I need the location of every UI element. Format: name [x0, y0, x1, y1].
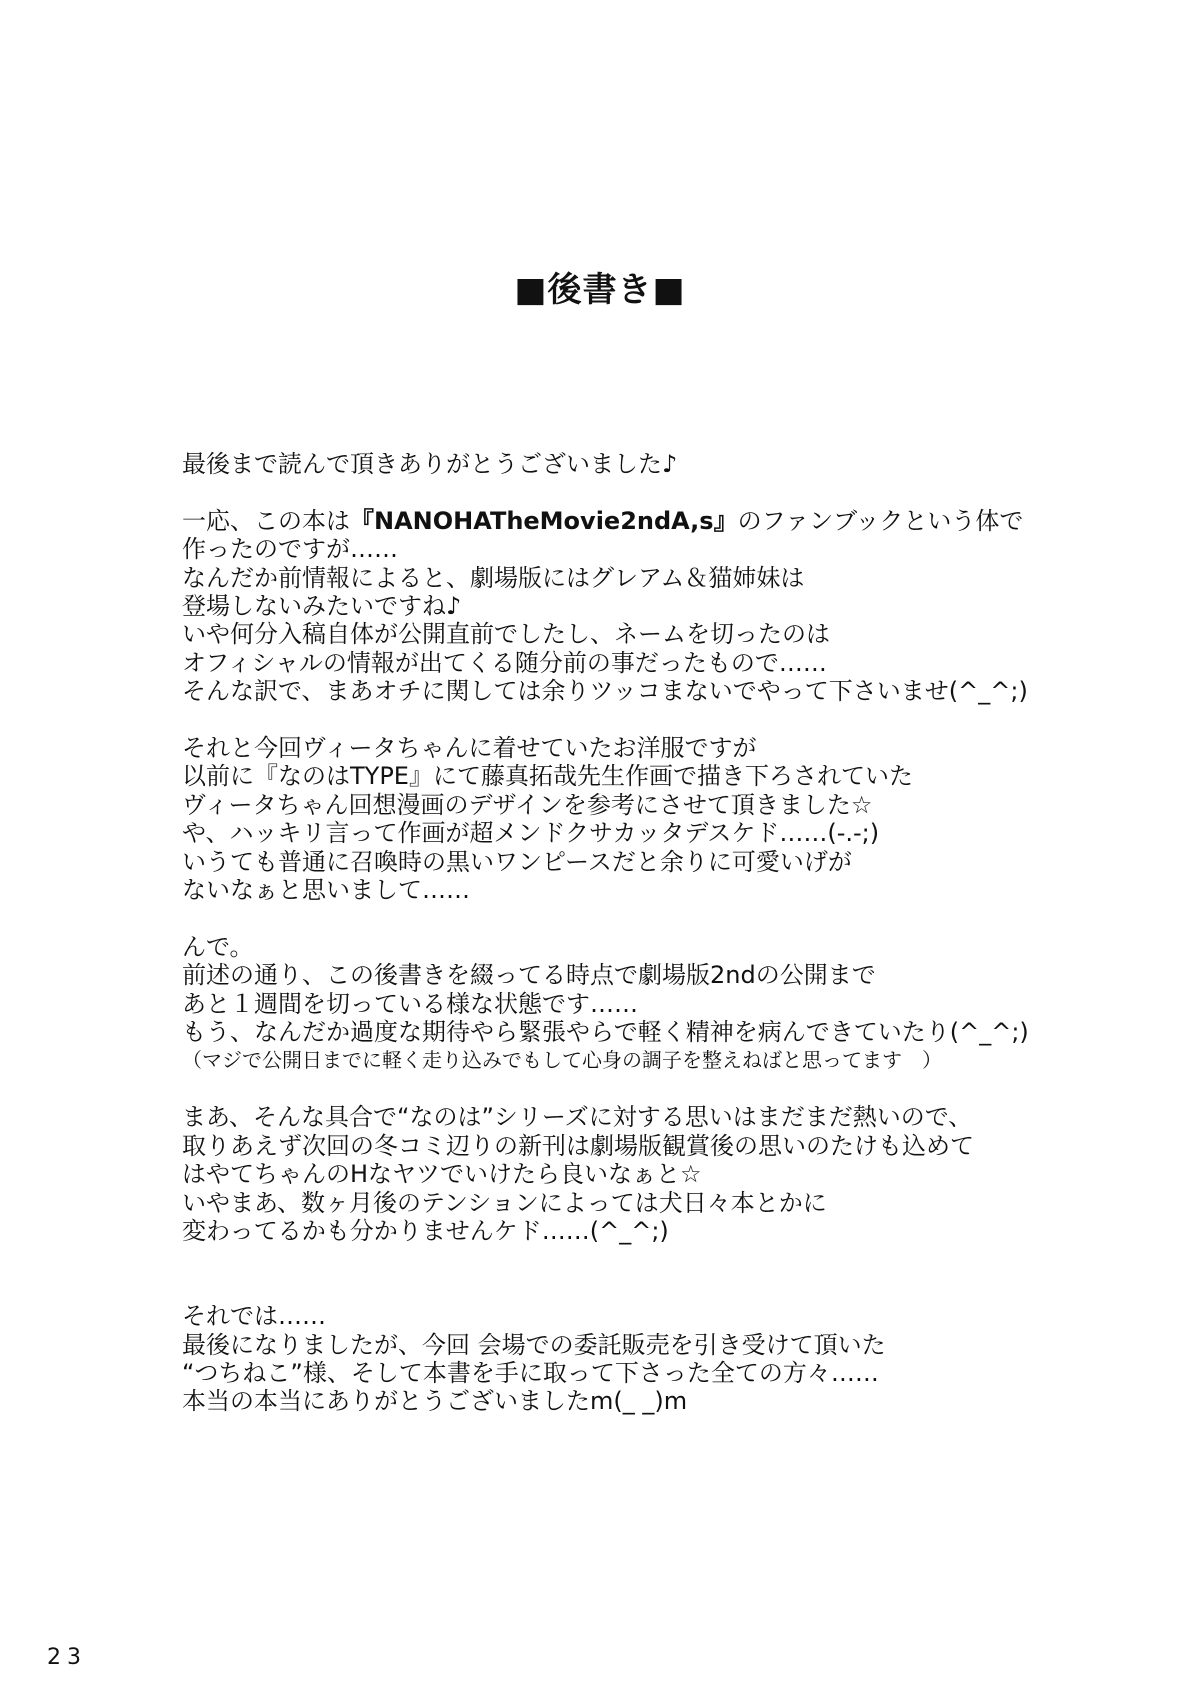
paragraph-5 [182, 1103, 1082, 1245]
text-line: オフィシャルの情報が出てくる随分前の事だったもので…… [182, 648, 827, 677]
text-line: や、ハッキリ言って作画が超メンドクサカッタデスケド……(-.-;) [182, 819, 880, 848]
paragraph-1 [182, 450, 1082, 478]
text-line: 登場しないみたいですね♪ [182, 592, 462, 621]
text-segment: のファンブックという体で [737, 506, 1024, 535]
text-line: ヴィータちゃん回想漫画のデザインを参考にさせて頂きました☆ [182, 790, 873, 819]
text-line: いやまあ、数ヶ月後のテンションによっては犬日々本とかに [182, 1188, 827, 1217]
text-line: それと今回ヴィータちゃんに着せていたお洋服ですが [182, 734, 757, 763]
paragraph-3 [182, 734, 1082, 904]
text-line: なんだか前情報によると、劇場版にはグレアム＆猫姉妹は [182, 563, 805, 592]
page-number: 23 [47, 1645, 87, 1670]
text-line: いや何分入稿自体が公開直前でしたし、ネームを切ったのは [182, 620, 830, 649]
paragraph-6 [182, 1302, 1082, 1416]
text-line: あと１週間を切っている様な状態です…… [182, 989, 638, 1018]
text-line: 以前に『なのはTYPE』にて藤真拓哉先生作画で描き下ろされていた [182, 762, 913, 791]
text-line-note: （マジで公開日までに軽く走り込みでもして心身の調子を整えねばと思ってます ） [182, 1048, 942, 1073]
afterword-body [182, 450, 1082, 1444]
text-line: いうても普通に召喚時の黒いワンピースだと余りに可愛いげが [182, 847, 852, 876]
text-line: もう、なんだか過度な期待やら緊張やらで軽く精神を病んできていたり(^_^;) [182, 1018, 1029, 1047]
text-line: 作ったのですが…… [182, 535, 398, 564]
text-line: 最後まで読んで頂きありがとうございました♪ [182, 450, 678, 478]
text-line [182, 507, 1082, 535]
text-line: はやてちゃんのHなヤツでいけたら良いなぁと☆ [182, 1160, 702, 1189]
text-line: ないなぁと思いまして…… [182, 876, 470, 905]
text-segment: 一応、この本は [182, 506, 350, 535]
text-line: まあ、そんな具合で“なのは”シリーズに対する思いはまだまだ熱いので、 [182, 1103, 973, 1132]
text-line: それでは…… [182, 1302, 326, 1331]
text-line: そんな訳で、まあオチに関しては余りツッコまないでやって下さいませ(^_^;) [182, 677, 1028, 706]
book-title: 『NANOHATheMovie2ndA,s』 [350, 506, 738, 535]
text-line: 取りあえず次回の冬コミ辺りの新刊は劇場版観賞後の思いのたけも込めて [182, 1131, 974, 1160]
text-line: 本当の本当にありがとうございましたm(_ _)m [182, 1387, 688, 1416]
text-line: 前述の通り、この後書きを綴ってる時点で劇場版2ndの公開まで [182, 961, 876, 990]
paragraph-4 [182, 933, 1082, 1075]
text-line: んで。 [182, 932, 254, 961]
page-title: ■後書き■ [514, 270, 686, 310]
text-line: “つちねこ”様、そして本書を手に取って下さった全ての方々…… [182, 1358, 879, 1387]
text-line: 最後になりましたが、今回 会場での委託販売を引き受けて頂いた [182, 1330, 886, 1359]
paragraph-2 [182, 507, 1082, 706]
text-line: 変わってるかも分かりませんケド……(^_^;) [182, 1216, 669, 1245]
